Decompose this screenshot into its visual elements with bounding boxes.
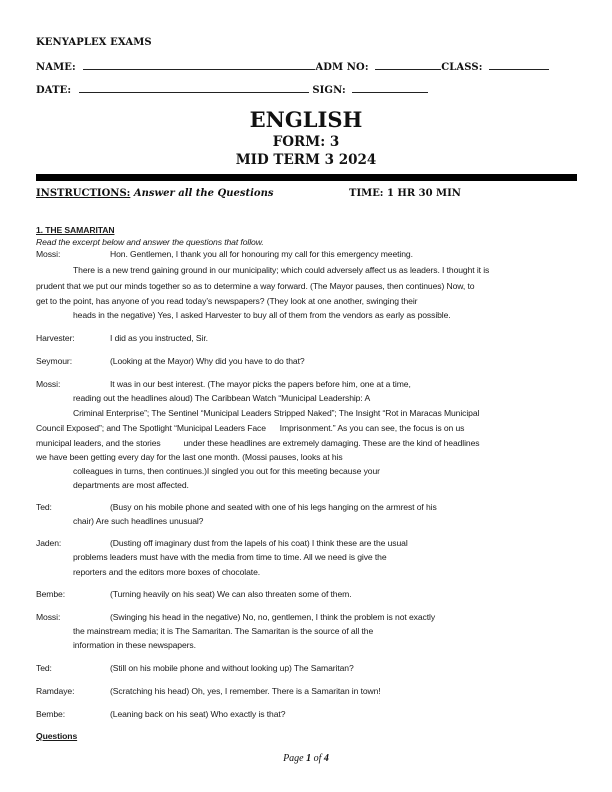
dialogue-line: Council Exposed”; and The Spotlight “Municipal Leaders Face Imprisonment.” As you can see, the focus is on us — [36, 423, 465, 433]
speaker-label: Mossi: — [36, 249, 61, 259]
org-name: KENYAPLEX EXAMS — [36, 37, 152, 48]
speaker-label: Bembe: — [36, 589, 66, 599]
dialogue-line: I did as you instructed, Sir. — [110, 333, 208, 343]
questions-heading: Questions — [36, 731, 78, 741]
dialogue-line: Hon. Gentlemen, I thank you all for honouring my call for this emergency meeting. — [110, 249, 413, 259]
date-row — [36, 84, 428, 96]
dialogue-line: (Dusting off imaginary dust from the lapels of his coat) I think these are the usual — [110, 538, 408, 548]
page-prefix: Page — [283, 753, 304, 764]
speaker-label: Jaden: — [36, 538, 62, 548]
time-allowed: TIME: 1 HR 30 MIN — [349, 188, 461, 199]
adm-field[interactable] — [375, 61, 441, 70]
dialogue-line: chair) Are such headlines unusual? — [73, 516, 204, 526]
dialogue-line: information in these newspapers. — [73, 640, 196, 650]
dialogue-line: (Busy on his mobile phone and seated with one of his legs hanging on the armrest of his — [110, 502, 437, 512]
dialogue-line: municipal leaders, and the stories under these headlines are extremely damaging. These are the kind of headlines — [36, 438, 480, 448]
dialogue-line: (Scratching his head) Oh, yes, I remember. There is a Samaritan in town! — [110, 686, 381, 696]
dialogue-line: colleagues in turns, then continues.)I singled you out for this meeting because your — [73, 466, 380, 476]
speaker-label: Bembe: — [36, 709, 66, 719]
speaker-label: Ramdaye: — [36, 686, 75, 696]
dialogue-line: (Still on his mobile phone and without looking up) The Samaritan? — [110, 663, 354, 673]
subject-title: ENGLISH — [249, 107, 363, 132]
sign-field[interactable] — [352, 84, 428, 93]
page-footer — [0, 753, 612, 764]
speaker-label: Mossi: — [36, 612, 61, 622]
speaker-label: Ted: — [36, 502, 52, 512]
dialogue-line: the mainstream media; it is The Samaritan. The Samaritan is the source of all the — [73, 626, 374, 636]
dialogue-line: (Turning heavily on his seat) We can also threaten some of them. — [110, 589, 352, 599]
dialogue-line: prudent that we put our minds together so as to determine a way forward. (The Mayor pauses, then continues) Now, to — [36, 281, 475, 291]
dialogue-line: There is a new trend gaining ground in our municipality; which could adversely affect us as leaders. I thought it is — [73, 265, 490, 275]
section-heading: 1. THE SAMARITAN — [36, 225, 115, 235]
date-label: DATE: — [36, 85, 72, 96]
term-title: MID TERM 3 2024 — [235, 152, 377, 168]
instructions — [36, 188, 273, 199]
name-field[interactable] — [83, 61, 315, 70]
class-field[interactable] — [489, 61, 549, 70]
speaker-label: Seymour: — [36, 356, 72, 366]
speaker-label: Harvester: — [36, 333, 75, 343]
page-of: of — [313, 753, 322, 764]
class-label: CLASS: — [441, 62, 483, 73]
divider-bar — [36, 174, 577, 181]
dialogue-line: reporters and the editors more boxes of chocolate. — [73, 567, 261, 577]
section-intro: Read the excerpt below and answer the questions that follow. — [36, 237, 264, 247]
dialogue-line: heads in the negative) Yes, I asked Harvester to buy all of them from the vendors as early as possible. — [73, 310, 451, 320]
dialogue-line: departments are most affected. — [73, 480, 189, 490]
dialogue-line: reading out the headlines aloud) The Caribbean Watch “Municipal Leadership: A — [73, 393, 371, 403]
speaker-label: Mossi: — [36, 379, 61, 389]
adm-label: ADM NO: — [315, 62, 369, 73]
form-title: FORM: 3 — [272, 134, 340, 150]
instructions-label: INSTRUCTIONS: — [36, 188, 131, 199]
name-row — [36, 61, 549, 73]
dialogue-line: (Swinging his head in the negative) No, no, gentlemen, I think the problem is not exactly — [110, 612, 436, 622]
instructions-text: Answer all the Questions — [133, 188, 274, 199]
date-field[interactable] — [79, 84, 309, 93]
page-total: 4 — [323, 753, 329, 764]
speaker-label: Ted: — [36, 663, 52, 673]
name-label: NAME: — [36, 62, 76, 73]
dialogue-line: (Leaning back on his seat) Who exactly is that? — [110, 709, 286, 719]
dialogue-line: It was in our best interest. (The mayor picks the papers before him, one at a time, — [110, 379, 411, 389]
dialogue-line: get to the point, has anyone of you read today’s newspapers? (They look at one another, swinging their — [36, 296, 418, 306]
page-number: 1 — [306, 753, 312, 764]
dialogue-line: problems leaders must have with the media from time to time. All we need is give the — [73, 552, 387, 562]
dialogue-line: Criminal Enterprise”; The Sentinel “Municipal Leaders Stripped Naked”; The Insight “Rot in Maracas Municipal — [73, 408, 480, 418]
dialogue-line: we have been getting every day for the last one month. (Mossi pauses, looks at his — [36, 452, 343, 462]
dialogue-line: (Looking at the Mayor) Why did you have to do that? — [110, 356, 305, 366]
sign-label: SIGN: — [312, 85, 346, 96]
